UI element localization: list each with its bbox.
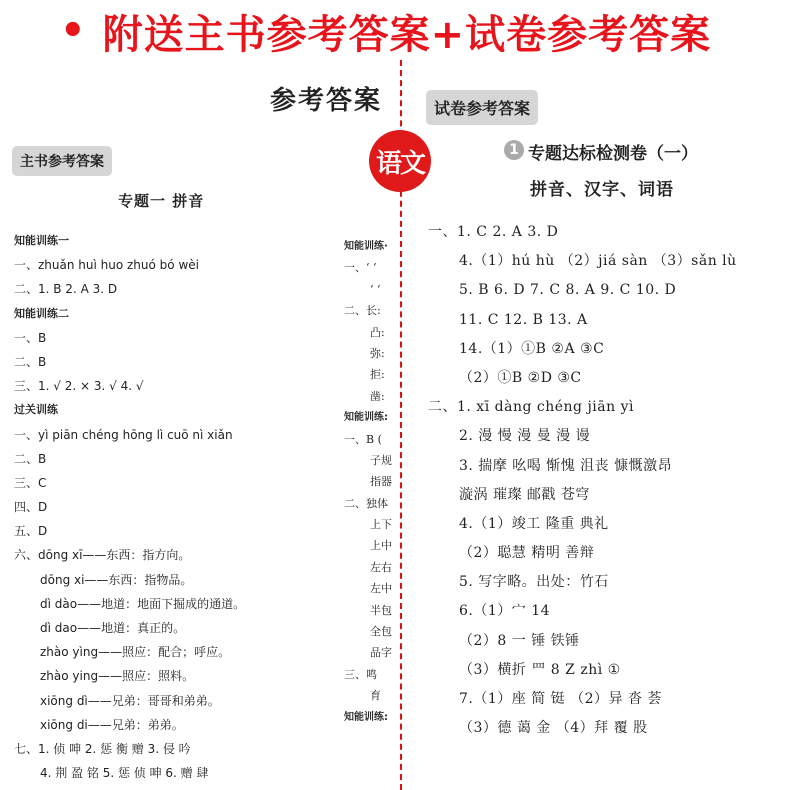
exam-answer-line: 一、1. C 2. A 3. D — [428, 224, 559, 240]
exam-answer-line: （3）德 蔼 金 （4）拜 覆 股 — [459, 720, 648, 737]
answer-line-heading: 过关训练 — [14, 403, 58, 417]
answer-line: dì dao——地道：真正的。 — [40, 621, 186, 635]
answer-line: 一、B — [14, 330, 47, 345]
cropped-middle-column — [344, 236, 398, 728]
middle-line: 左右 — [370, 560, 392, 574]
middle-line: 一、‘ ‘ — [344, 261, 377, 275]
exam-answer-line: 5. 写字略。出处：竹石 — [459, 574, 609, 591]
answer-line: 二、B — [14, 451, 47, 466]
exam-answer-line: 4.（1）竣工 隆重 典礼 — [459, 515, 609, 532]
exam-answer-line: 4.（1）hú hù （2）jiá sàn （3）sǎn lù — [459, 253, 737, 270]
exam-answer-line: 5. B 6. D 7. C 8. A 9. C 10. D — [459, 282, 677, 299]
exam-subtitle: 拼音、汉字、词语 — [530, 180, 674, 200]
exam-answer-line: （2）聪慧 精明 善辩 — [459, 545, 595, 562]
exam-answer-line: 11. C 12. B 13. A — [459, 311, 588, 328]
middle-line: 凸: — [370, 325, 385, 339]
answer-line: 一、zhuǎn huì huo zhuó bó wèi — [14, 258, 199, 273]
middle-line: 左中 — [370, 582, 392, 596]
exam-answer-line: （2）①B ②D ③C — [459, 369, 582, 386]
header-banner — [0, 0, 790, 62]
subject-badge: 语文 — [369, 130, 431, 192]
middle-line: 育 — [370, 689, 381, 703]
answer-line: zhào yìng——照应：配合；呼应。 — [40, 645, 231, 660]
main-book-answers-tag: 主书参考答案 — [12, 146, 112, 176]
middle-line: 子规 — [370, 453, 392, 467]
middle-line: 一、B ( — [344, 432, 382, 446]
middle-line: ‘ ‘ — [370, 282, 381, 296]
answer-line: 七、1. 侦 呻 2. 惩 衡 赠 3. 侵 吟 — [14, 741, 191, 756]
exam-answer-line: 3. 揣摩 吆喝 惭愧 沮丧 慷慨激昂 — [459, 457, 673, 474]
exam-answer-line: 7.（1）座 简 铤 （2）异 沓 荟 — [459, 691, 662, 707]
exam-answer-line: （3）横折 罒 8 Z zhì ① — [459, 661, 621, 678]
middle-line: 弥: — [370, 346, 385, 360]
answer-line: 一、yì piān chéng hōng lì cuō nì xiǎn — [14, 427, 233, 442]
exam-title: 专题达标检测卷（一） — [528, 144, 698, 164]
exam-answer-line: 漩涡 璀璨 邮戳 苍穹 — [459, 486, 590, 503]
exam-answer-line: 14.（1）①B ②A ③C — [459, 340, 605, 357]
answer-line-heading: 知能训练二 — [14, 306, 69, 320]
page-title: 参考答案 — [270, 86, 383, 116]
middle-line-heading: 知能训练· — [344, 241, 388, 252]
middle-line: 上中 — [370, 539, 392, 553]
middle-line: 二、独体 — [344, 496, 388, 510]
answer-line: 4. 荆 盈 铭 5. 惩 侦 呻 6. 赠 肆 — [40, 766, 209, 781]
answer-line: 六、dōng xī——东西：指方向。 — [14, 548, 191, 563]
main-book-answer-list — [14, 229, 349, 785]
answer-line: xiōng dì——兄弟：哥哥和弟弟。 — [40, 693, 220, 708]
answer-line: 三、1. √ 2. × 3. √ 4. √ — [14, 379, 144, 394]
answer-line: xiōng di——兄弟：弟弟。 — [40, 717, 184, 732]
exam-answer-line: 2. 漫 慢 漫 曼 漫 谩 — [459, 428, 591, 445]
answer-line: 二、1. B 2. A 3. D — [14, 282, 118, 297]
middle-line: 指器 — [370, 475, 392, 489]
middle-line: 三、鸣 — [344, 667, 377, 681]
bullet-dot: • — [60, 8, 87, 54]
exam-answer-line: 6.（1）宀 14 — [459, 603, 551, 620]
middle-line: 二、长: — [344, 304, 381, 318]
middle-line: 凿: — [370, 389, 385, 403]
answer-line: 二、B — [14, 354, 47, 369]
answer-line-heading: 知能训练一 — [14, 234, 69, 247]
middle-line: 上下 — [370, 518, 392, 532]
answer-line: 四、D — [14, 500, 48, 515]
exam-answer-line: 二、1. xī dàng chéng jiān yì — [428, 399, 634, 416]
middle-line-heading: 知能训练: — [344, 412, 388, 424]
exam-answer-list — [428, 218, 790, 743]
answer-line: 三、C — [14, 475, 47, 490]
exam-answer-line: （2）8 一 锤 铁锤 — [459, 632, 580, 649]
topic-title: 专题一 拼音 — [118, 192, 205, 210]
answer-line: dì dào——地道：地面下掘成的通道。 — [40, 596, 246, 611]
middle-line-heading: 知能训练: — [344, 711, 388, 723]
exam-answers-tag: 试卷参考答案 — [426, 90, 538, 125]
middle-line: 品字 — [370, 646, 392, 660]
exam-number-badge: 1 — [504, 140, 524, 160]
answer-line: zhào ying——照应：照料。 — [40, 669, 195, 684]
middle-line: 全包 — [370, 625, 392, 639]
middle-line: 半包 — [370, 603, 392, 617]
banner-text: 附送主书参考答案+试卷参考答案 — [102, 11, 712, 58]
middle-line: 拒: — [370, 368, 385, 382]
answer-line: 五、D — [14, 524, 48, 539]
answer-line: dōng xi——东西：指物品。 — [40, 572, 193, 587]
